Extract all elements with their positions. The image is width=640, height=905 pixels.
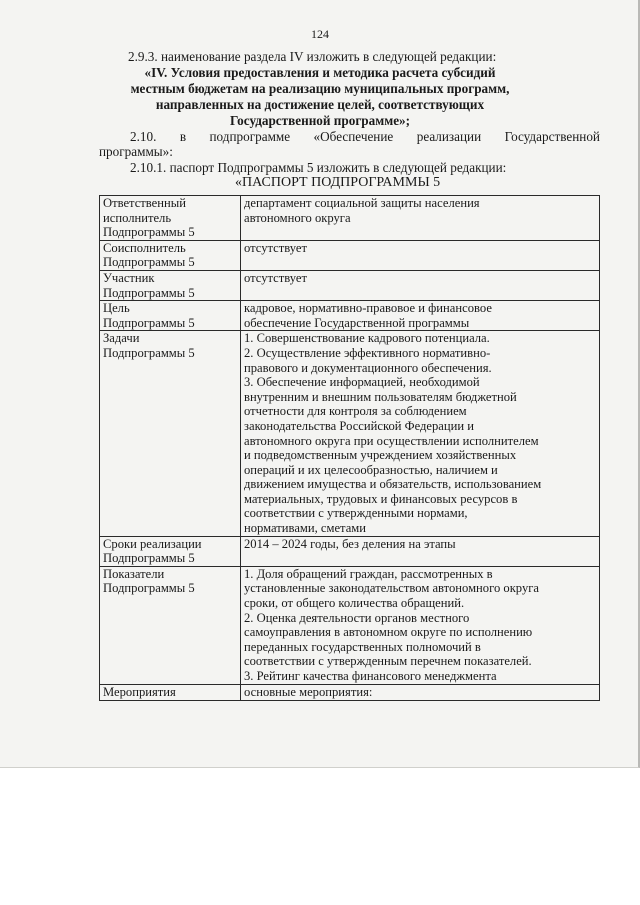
- section-heading-line-2: местным бюджетам на реализацию муниципальных программ,: [130, 81, 510, 96]
- table-row: [100, 240, 600, 270]
- row-label-cell: Задачи Подпрограммы 5: [100, 331, 241, 536]
- paragraph-2-10-word: Государственной: [504, 129, 600, 144]
- paragraph-2-10-word: в: [179, 129, 187, 144]
- paragraph-2-10-continued: программы»:: [99, 144, 173, 159]
- row-label-cell: Цель Подпрограммы 5: [100, 301, 241, 331]
- paragraph-2-10-word: подпрограмме: [209, 129, 291, 144]
- row-value-cell: отсутствует: [241, 240, 600, 270]
- table-row: [100, 270, 600, 300]
- row-value-cell: отсутствует: [241, 270, 600, 300]
- table-row: [100, 331, 600, 536]
- paragraph-2-10: [130, 129, 600, 144]
- passport-title: «ПАСПОРТ ПОДПРОГРАММЫ 5: [235, 175, 441, 190]
- table-row: [100, 301, 600, 331]
- page-number: 124: [311, 27, 329, 41]
- paragraph-2-10-word: реализации: [416, 129, 482, 144]
- row-label-cell: Мероприятия: [100, 684, 241, 700]
- table-row: [100, 196, 600, 241]
- section-heading-line-3: направленных на достижение целей, соответствующих: [155, 97, 485, 112]
- table-row: [100, 536, 600, 566]
- row-label-cell: Сроки реализации Подпрограммы 5: [100, 536, 241, 566]
- section-heading-line-1: «IV. Условия предоставления и методика расчета субсидий: [144, 65, 496, 80]
- paragraph-2-10-word: 2.10.: [130, 129, 157, 144]
- row-value-cell: основные мероприятия:: [241, 684, 600, 700]
- paragraph-2-10-word: «Обеспечение: [313, 129, 394, 144]
- row-label-cell: Участник Подпрограммы 5: [100, 270, 241, 300]
- row-value-cell: кадровое, нормативно-правовое и финансовое обеспечение Государственной программы: [241, 301, 600, 331]
- table-row: [100, 566, 600, 684]
- row-label-cell: Соисполнитель Подпрограммы 5: [100, 240, 241, 270]
- paragraph-2-9-3: 2.9.3. наименование раздела IV изложить в следующей редакции:: [128, 49, 497, 64]
- paragraph-2-10-1: 2.10.1. паспорт Подпрограммы 5 изложить в следующей редакции:: [130, 160, 507, 175]
- table-row: [100, 684, 600, 700]
- row-value-cell: 1. Доля обращений граждан, рассмотренных в установленные законодательством автономного округа сроки, от общего количества обращений. 2. Оценка деятельности органов местного самоуправления в автономном округе по исполнению переданных государственных полномочий в соответствии с утвержденным перечнем показателей. 3. Рейтинг качества финансового менеджмента: [241, 566, 600, 684]
- row-value-cell: департамент социальной защиты населения автономного округа: [241, 196, 600, 241]
- row-value-cell: 2014 – 2024 годы, без деления на этапы: [241, 536, 600, 566]
- section-heading-line-4: Государственной программе»;: [229, 113, 411, 128]
- row-label-cell: Ответственный исполнитель Подпрограммы 5: [100, 196, 241, 241]
- passport-table: [99, 195, 600, 701]
- row-value-cell: 1. Совершенствование кадрового потенциала. 2. Осуществление эффективного нормативно- правового и документационного обеспечения. 3. Обеспечение информацией, необходимой внутренним и внешним пользователям бюджетной отчетности для контроля за соблюдением законодательства Российской Федерации и автономного округа при осуществлении исполнителем и подведомственным учреждением хозяйственных операций и их целесообразностью, наличием и движением имущества и обязательств, использованием материальных, трудовых и финансовых ресурсов в соответствии с утвержденными нормами, нормативами, сметами: [241, 331, 600, 536]
- row-label-cell: Показатели Подпрограммы 5: [100, 566, 241, 684]
